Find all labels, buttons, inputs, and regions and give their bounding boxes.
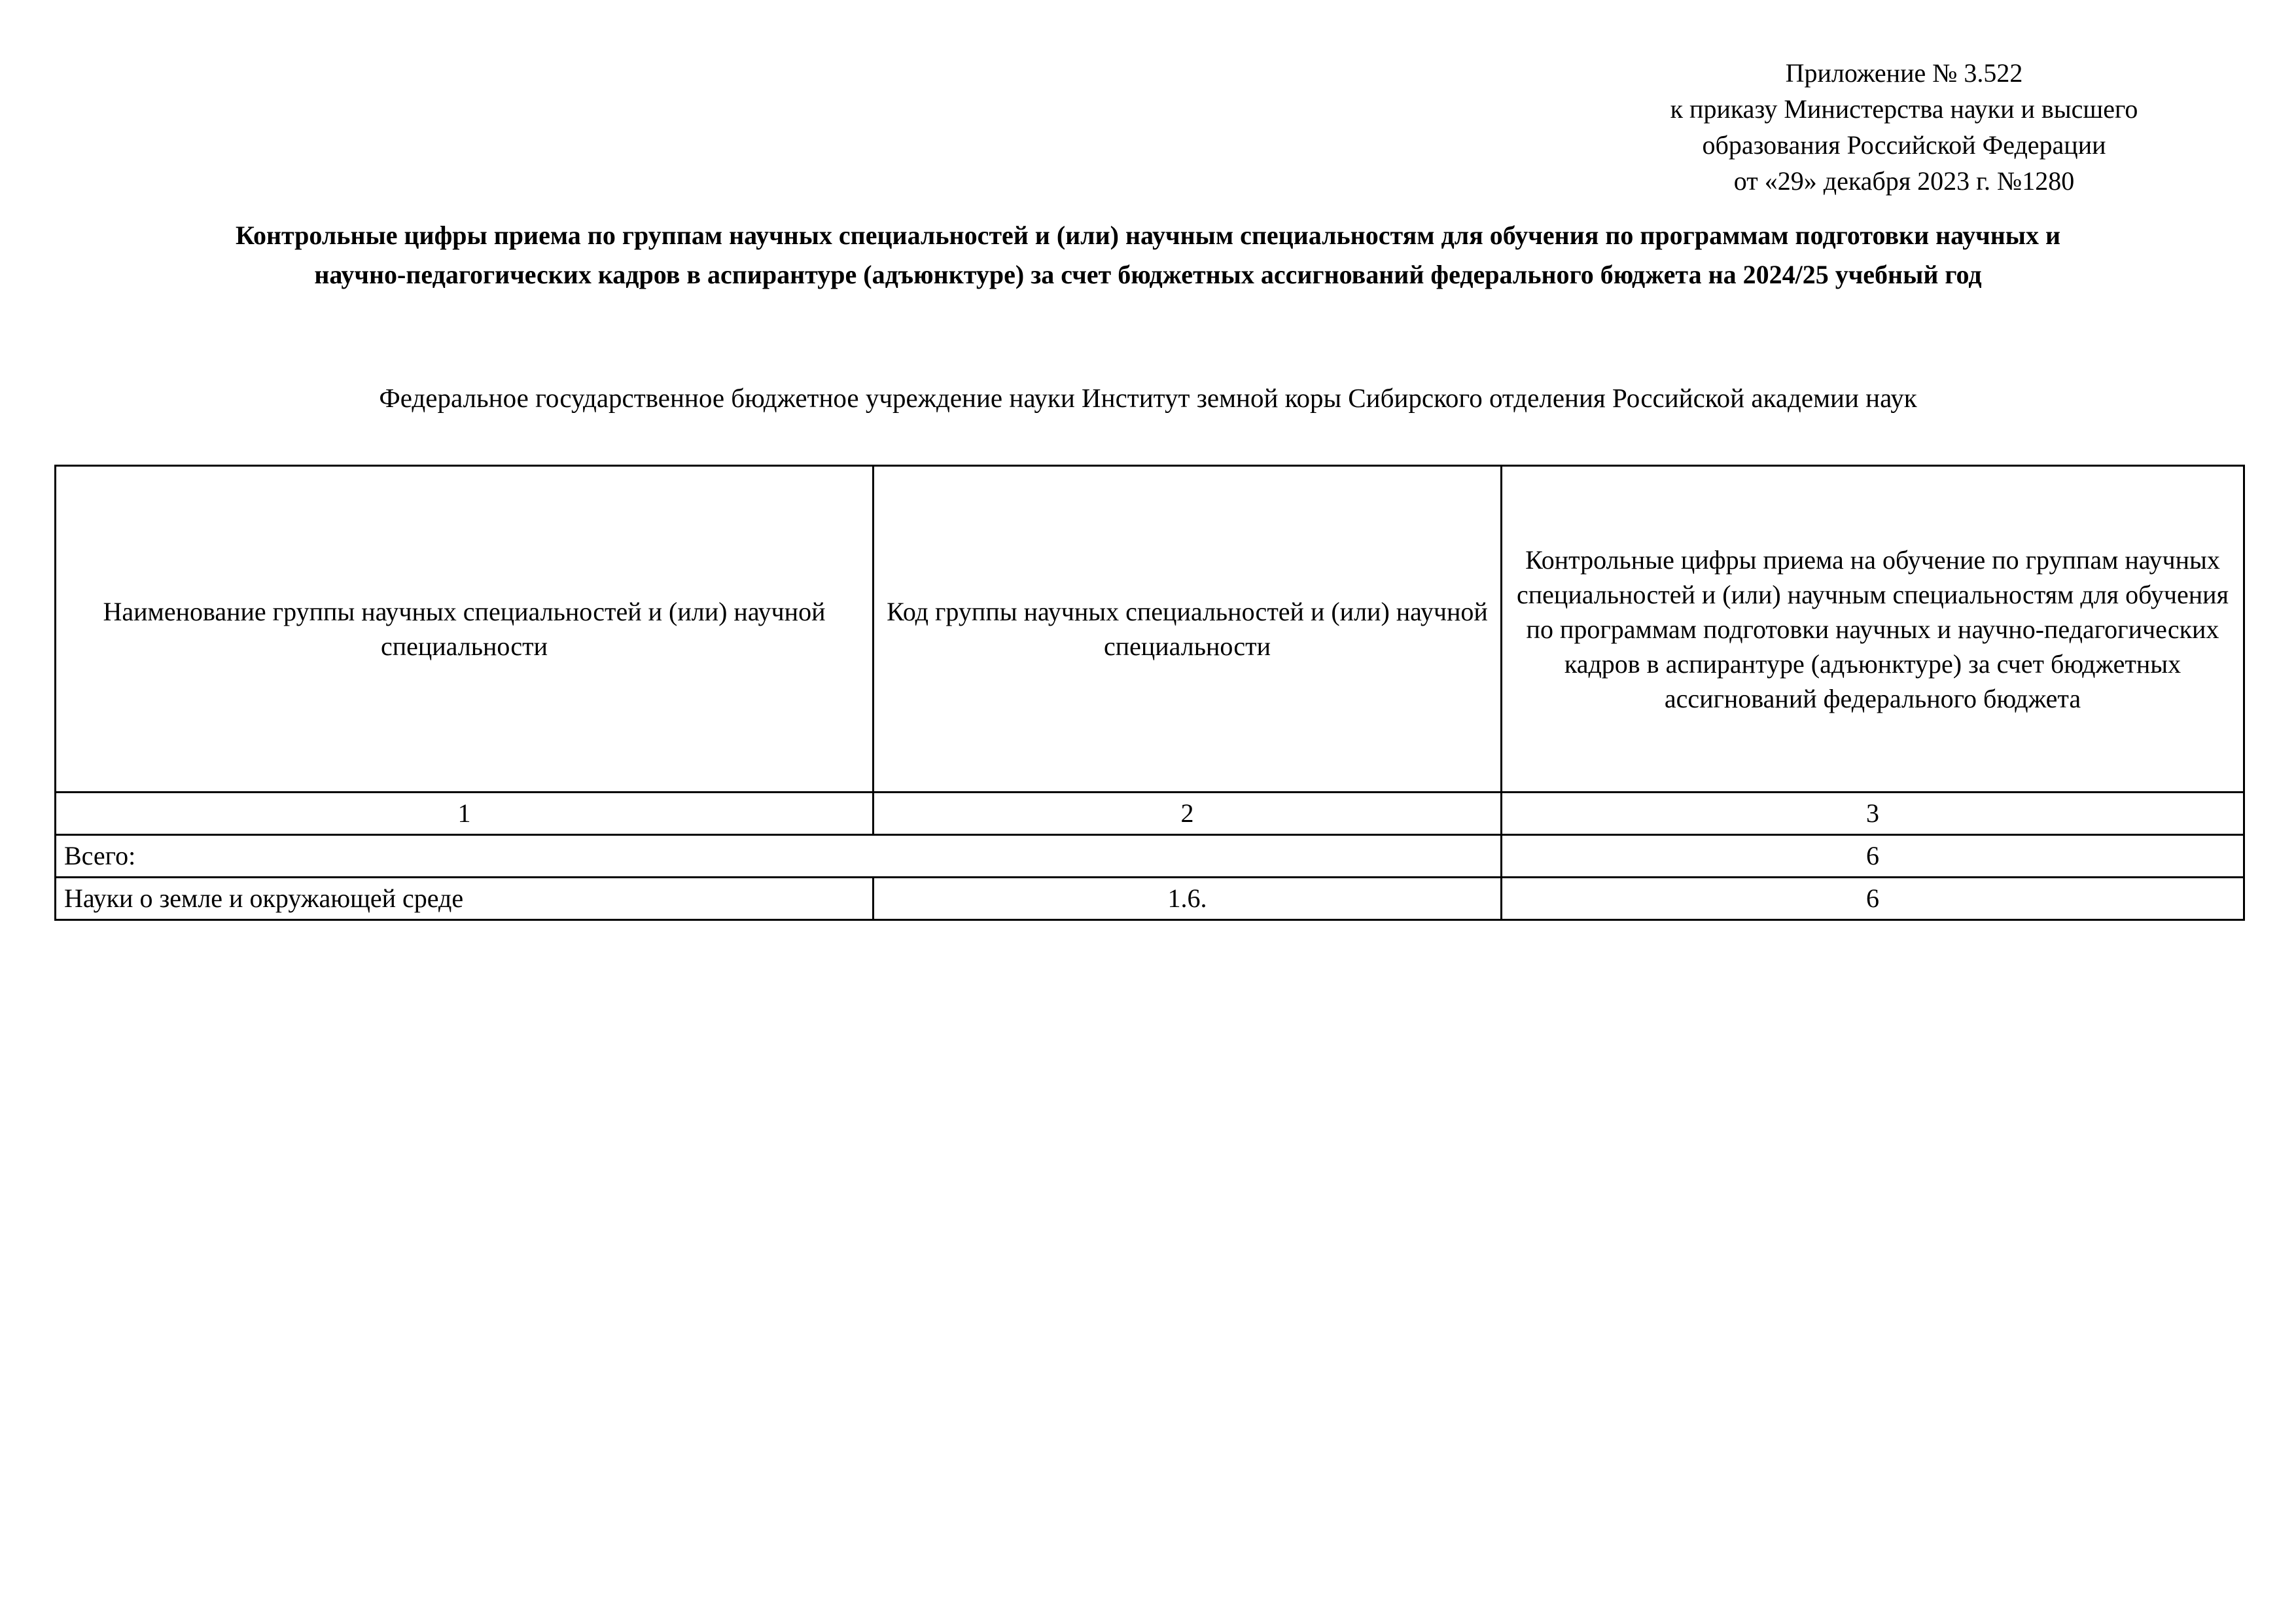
header-admission-quota: Контрольные цифры приема на обучение по группам научных специальностей и (или) научным специальностям для обучения по программам подготовки научных и научно-педагогических кадров в аспирантуре (адъюнктуре) за счет бюджетных ассигнований федерального бюджета	[1502, 466, 2244, 793]
total-row	[56, 835, 2244, 878]
document-title-line-1: Контрольные цифры приема по группам научных специальностей и (или) научным специальностям для обучения по программам подготовки научных и	[235, 221, 2061, 250]
document-title-line-2: научно-педагогических кадров в аспирантуре (адъюнктуре) за счет бюджетных ассигнований федерального бюджета на 2024/25 учебный год	[314, 260, 1982, 289]
header-specialty-name: Наименование группы научных специальностей и (или) научной специальности	[56, 466, 874, 793]
appendix-order-ref: к приказу Министерства науки и высшего	[1670, 94, 2138, 124]
header-specialty-code: Код группы научных специальностей и (или) научной специальности	[874, 466, 1502, 793]
organization-name: Федеральное государственное бюджетное учреждение науки Институт земной коры Сибирского отделения Российской академии наук	[379, 383, 1917, 413]
appendix-order-date: от «29» декабря 2023 г. №1280	[1733, 166, 2075, 196]
specialty-code-cell: 1.6.	[874, 878, 1502, 920]
admission-quota-table	[54, 465, 2245, 921]
admission-quota-cell: 6	[1502, 878, 2244, 920]
column-number: 3	[1502, 793, 2244, 835]
specialty-name-cell: Науки о земле и окружающей среде	[56, 878, 874, 920]
column-number: 1	[56, 793, 874, 835]
appendix-header	[1597, 55, 2212, 199]
total-value: 6	[1502, 835, 2244, 878]
table-row	[56, 878, 2244, 920]
table-header-row	[56, 466, 2244, 793]
column-number: 2	[874, 793, 1502, 835]
column-numbers-row	[56, 793, 2244, 835]
appendix-number: Приложение № 3.522	[1785, 58, 2023, 88]
total-label: Всего:	[56, 835, 1502, 878]
appendix-ministry: образования Российской Федерации	[1702, 130, 2106, 160]
document-title	[52, 216, 2244, 294]
